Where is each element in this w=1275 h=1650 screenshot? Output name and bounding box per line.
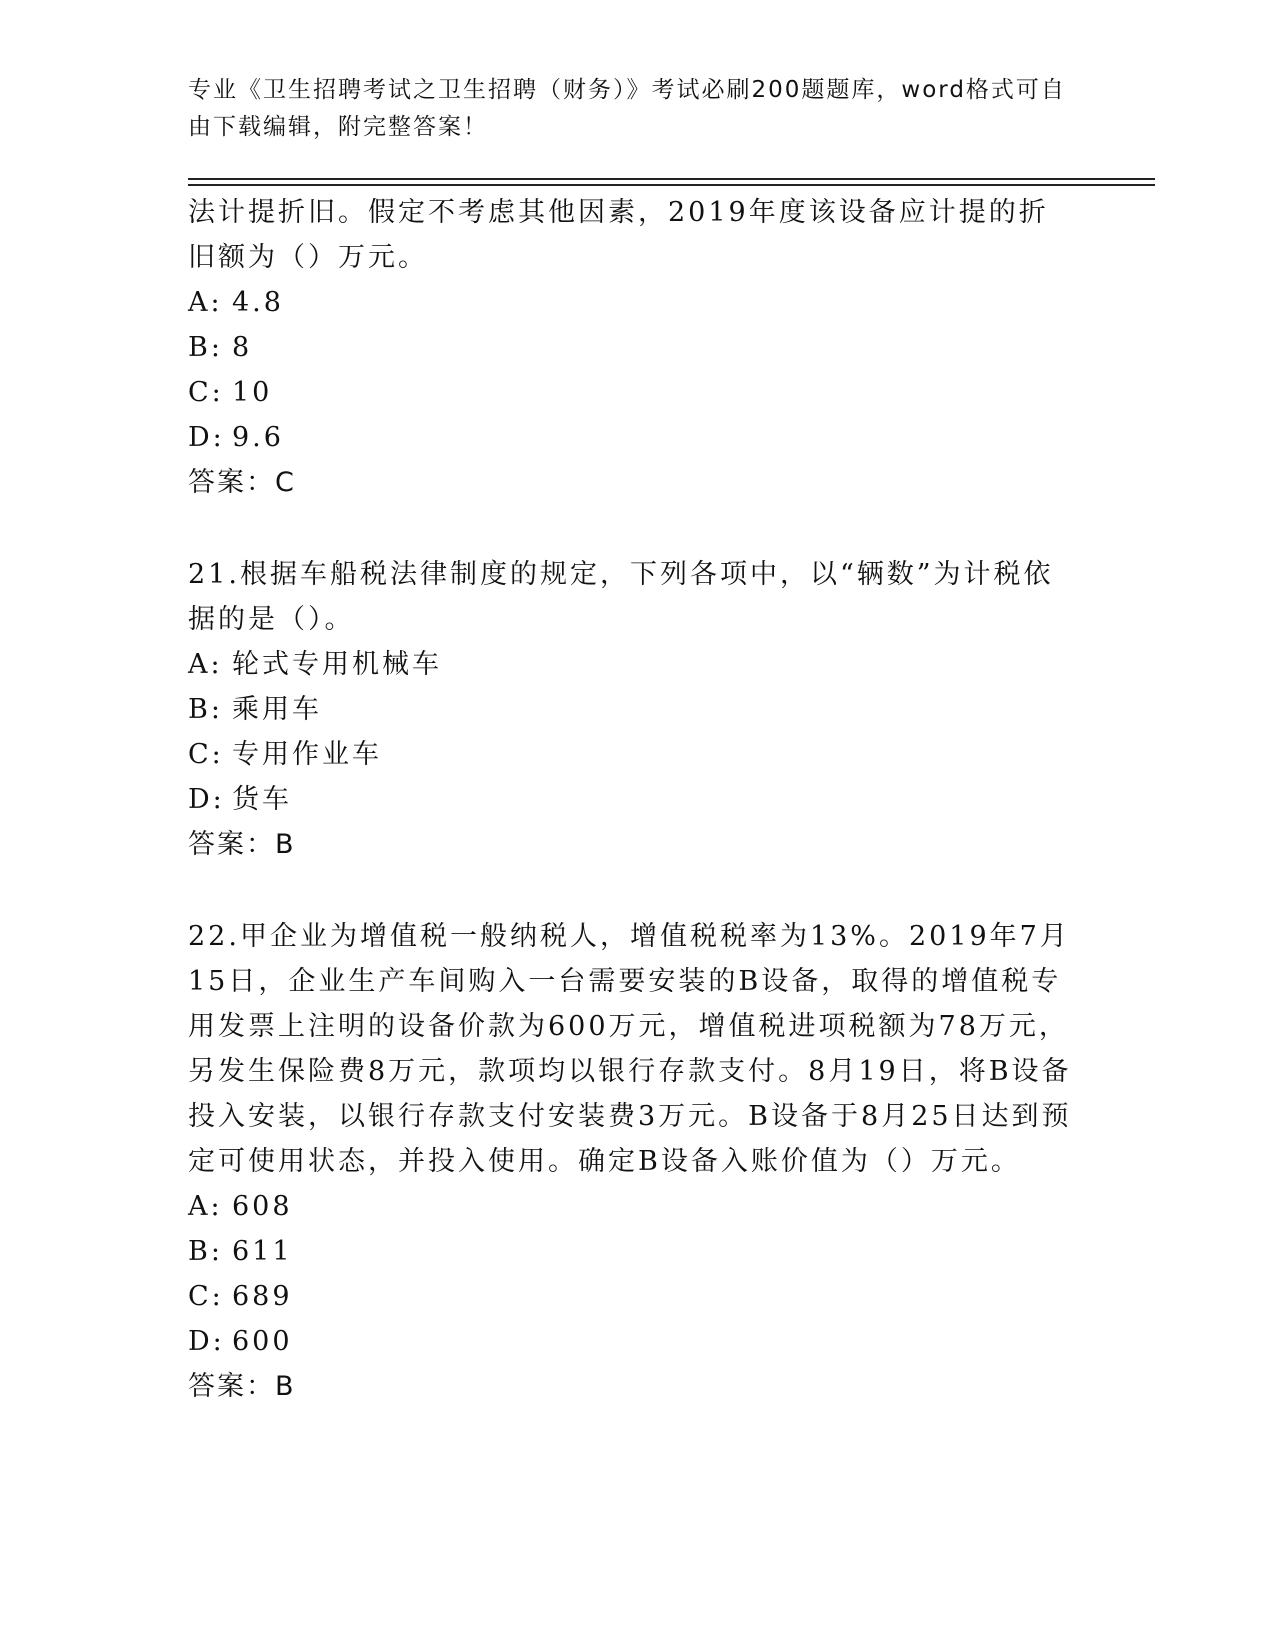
option-key: B:: [188, 1236, 223, 1267]
option-d: [188, 415, 1078, 460]
option-key: D:: [188, 1326, 225, 1357]
page-header: 专业《卫生招聘考试之卫生招聘（财务）》考试必刷200题题库，word格式可自由下载编辑，附完整答案！: [188, 77, 1066, 140]
option-key: D:: [188, 422, 225, 453]
option-key: D:: [188, 784, 225, 815]
option-a: [188, 1184, 1078, 1229]
question-text: 法计提折旧。假定不考虑其他因素，2019年度该设备应计提的折旧额为（）万元。: [188, 197, 1049, 273]
option-value: 600: [232, 1326, 293, 1357]
option-value: 9.6: [232, 422, 284, 453]
option-key: B:: [188, 332, 223, 363]
option-key: C:: [188, 377, 224, 408]
question-21: [188, 552, 1078, 867]
option-c: [188, 732, 1078, 777]
option-d: [188, 777, 1078, 822]
option-value: 专用作业车: [232, 739, 382, 770]
answer: 答案：C: [188, 467, 296, 498]
question-20-continued: [188, 190, 1078, 505]
option-value: 货车: [232, 784, 292, 815]
option-b: [188, 1229, 1078, 1274]
option-value: 608: [232, 1191, 293, 1222]
option-value: 10: [232, 377, 273, 408]
answer: 答案：B: [188, 829, 296, 860]
question-list: [188, 190, 1078, 1409]
option-c: [188, 370, 1078, 415]
option-key: A:: [188, 287, 223, 318]
option-key: A:: [188, 1191, 223, 1222]
option-d: [188, 1319, 1078, 1364]
option-a: [188, 280, 1078, 325]
option-value: 611: [232, 1236, 293, 1267]
option-value: 4.8: [232, 287, 284, 318]
option-key: A:: [188, 649, 223, 680]
option-b: [188, 687, 1078, 732]
option-value: 乘用车: [232, 694, 322, 725]
option-b: [188, 325, 1078, 370]
question-text: 21.根据车船税法律制度的规定，下列各项中，以“辆数”为计税依据的是（）。: [188, 559, 1054, 635]
option-value: 8: [232, 332, 253, 363]
option-c: [188, 1274, 1078, 1319]
question-text: 22.甲企业为增值税一般纳税人，增值税税率为13%。2019年7月15日，企业生产车间购入一台需要安装的B设备，取得的增值税专用发票上注明的设备价款为600万元，增值税进项税额为78万元，另发生保险费8万元，款项均以银行存款支付。8月19日，将B设备投入安装，以银行存款支付安装费3万元。B设备于8月25日达到预定可使用状态，并投入使用。确定B设备入账价值为（）万元。: [188, 921, 1072, 1177]
option-key: C:: [188, 739, 224, 770]
question-22: [188, 914, 1078, 1409]
answer: 答案：B: [188, 1371, 296, 1402]
option-value: 689: [232, 1281, 293, 1312]
option-key: C:: [188, 1281, 224, 1312]
option-a: [188, 642, 1078, 687]
option-key: B:: [188, 694, 223, 725]
header-divider: [188, 178, 1155, 186]
option-value: 轮式专用机械车: [232, 649, 442, 680]
